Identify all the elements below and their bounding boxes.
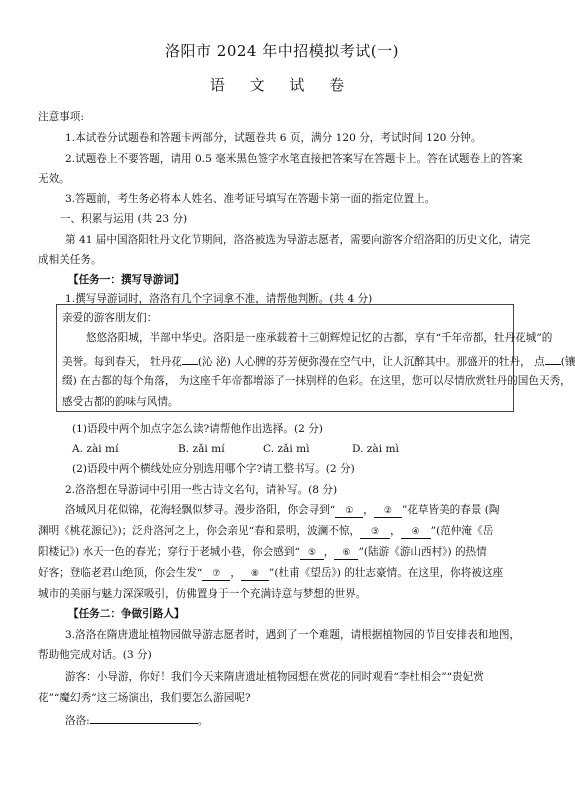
option-b: B. zǎi mí [178, 443, 225, 455]
intro-line-1: 第 41 届中国洛阳牡丹文化节期间，洛洛被选为导游志愿者，需要向游客介绍洛阳的历史文化，请完 [65, 234, 531, 246]
passage-line-1: 悠悠洛阳城，半部中华史。洛阳是一座承载着十三朝辉煌记忆的古都，享有“千年帝都，牡丹花城”的 [86, 332, 553, 344]
fill-blank-2[interactable] [545, 353, 561, 365]
question-1-1: (1)语段中两个加点字怎么读?请帮他作出选择。(2 分) [72, 423, 323, 435]
notes-heading: 注意事项: [38, 111, 84, 123]
option-a: A. zài mí [72, 443, 119, 455]
question-1-2: (2)语段中两个横线处应分别选用哪个字?请工整书写。(2 分) [72, 463, 355, 475]
poem-line-5: 城市的美丽与魅力深深吸引，仿佛置身于一个充满诗意与梦想的世界。 [38, 588, 367, 600]
option-d: D. zài mì [352, 443, 399, 455]
dialogue-answer: 洛洛: 。 [65, 712, 208, 728]
note-3: 3.答题前，考生务必将本人姓名、准考证号填写在答题卡第一面的指定位置上。 [65, 193, 436, 205]
section-heading: 一、积累与运用 (共 23 分) [60, 213, 188, 225]
poem-line-3: 阳楼记》) 水天一色的春光；穿行于老城小巷，你会感到“ ⑤ ， ⑥ ”(陆游《游山西村》) 的热情 [38, 546, 487, 558]
note-2b: 无效。 [38, 173, 70, 185]
fill-blank-1[interactable] [182, 353, 198, 365]
option-c: C. zǎi mì [263, 443, 310, 455]
blank-5[interactable]: ⑤ [300, 548, 324, 560]
answer-blank[interactable] [90, 712, 198, 724]
passage-line-4: 感受古都的韵味与风情。 [62, 396, 179, 408]
question-2: 2.洛洛想在导游词中引用一些古诗文名句，请补写。(8 分) [65, 484, 338, 496]
exam-subtitle: 语 文 试 卷 [209, 76, 355, 94]
note-2a: 2.试题卷上不要答题，请用 0.5 毫米黑色签字水笔直接把答案写在答题卡上。答在试题卷上的答案 [65, 153, 523, 165]
blank-6[interactable]: ⑥ [334, 548, 358, 560]
poem-line-1: 洛城风月花似锦，花海轻飘似梦寻。漫步洛阳，你会寻到“ ① ， ② ”花草皆美的春景 (陶 [65, 504, 500, 516]
exam-title: 洛阳市 2024 年中招模拟考试(一) [165, 42, 399, 60]
note-1: 1.本试卷分试题卷和答题卡两部分，试题卷共 6 页，满分 120 分，考试时间 120 分钟。 [65, 132, 482, 144]
dialogue-line-2: 花”“魔幻秀”这三场演出，我们要怎么游园呢? [38, 692, 251, 704]
intro-line-2: 成相关任务。 [38, 254, 102, 266]
blank-4[interactable]: ④ [401, 527, 431, 539]
question-1: 1.撰写导游词时，洛洛有几个字词拿不准，请帮他判断。(共 4 分) [65, 293, 373, 305]
blank-7[interactable]: ⑦ [202, 569, 230, 581]
blank-2[interactable]: ② [374, 506, 402, 518]
task-2-heading: 【任务二：争做引路人】 [68, 608, 185, 620]
poem-line-2: 渊明《桃花源记》)；泛舟洛河之上，你会亲见“春和景明，波澜不惊， ③ ， ④ ”(范仲淹《岳 [38, 525, 494, 537]
passage-line-2: 美誉。每到春天， 牡丹花 (沁 泌) 人心脾的芬芳便弥漫在空气中，让人沉醉其中。那盛开的牡丹， 点 (镶 [62, 353, 575, 369]
dialogue-line-1: 游客：小导游，你好！我们今天来隋唐遗址植物园想在赏花的同时观看“李杜相会”“贵妃赏 [65, 671, 484, 683]
poem-line-4: 好客；登临老君山绝顶，你会生发“ ⑦ ， ⑧ ”(杜甫《望岳》) 的壮志豪情。在这里，你将被这座 [38, 567, 504, 579]
question-3a: 3.洛洛在隋唐遗址植物园做导游志愿者时，遇到了一个难题，请根据植物园的节目安排表和地图， [65, 629, 521, 641]
blank-8[interactable]: ⑧ [241, 569, 269, 581]
passage-line-3: 缀) 在古都的每个角落， 为这座千年帝都增添了一抹别样的色彩。在这里，您可以尽情欣赏牡丹的国色天秀， [62, 375, 571, 387]
task-1-heading: 【任务一：撰写导游词】 [68, 274, 185, 286]
blank-1[interactable]: ① [335, 506, 363, 518]
blank-3[interactable]: ③ [360, 527, 390, 539]
question-3b: 帮助他完成对话。(3 分) [38, 649, 152, 661]
passage-greeting: 亲爱的游客朋友们： [62, 312, 158, 324]
